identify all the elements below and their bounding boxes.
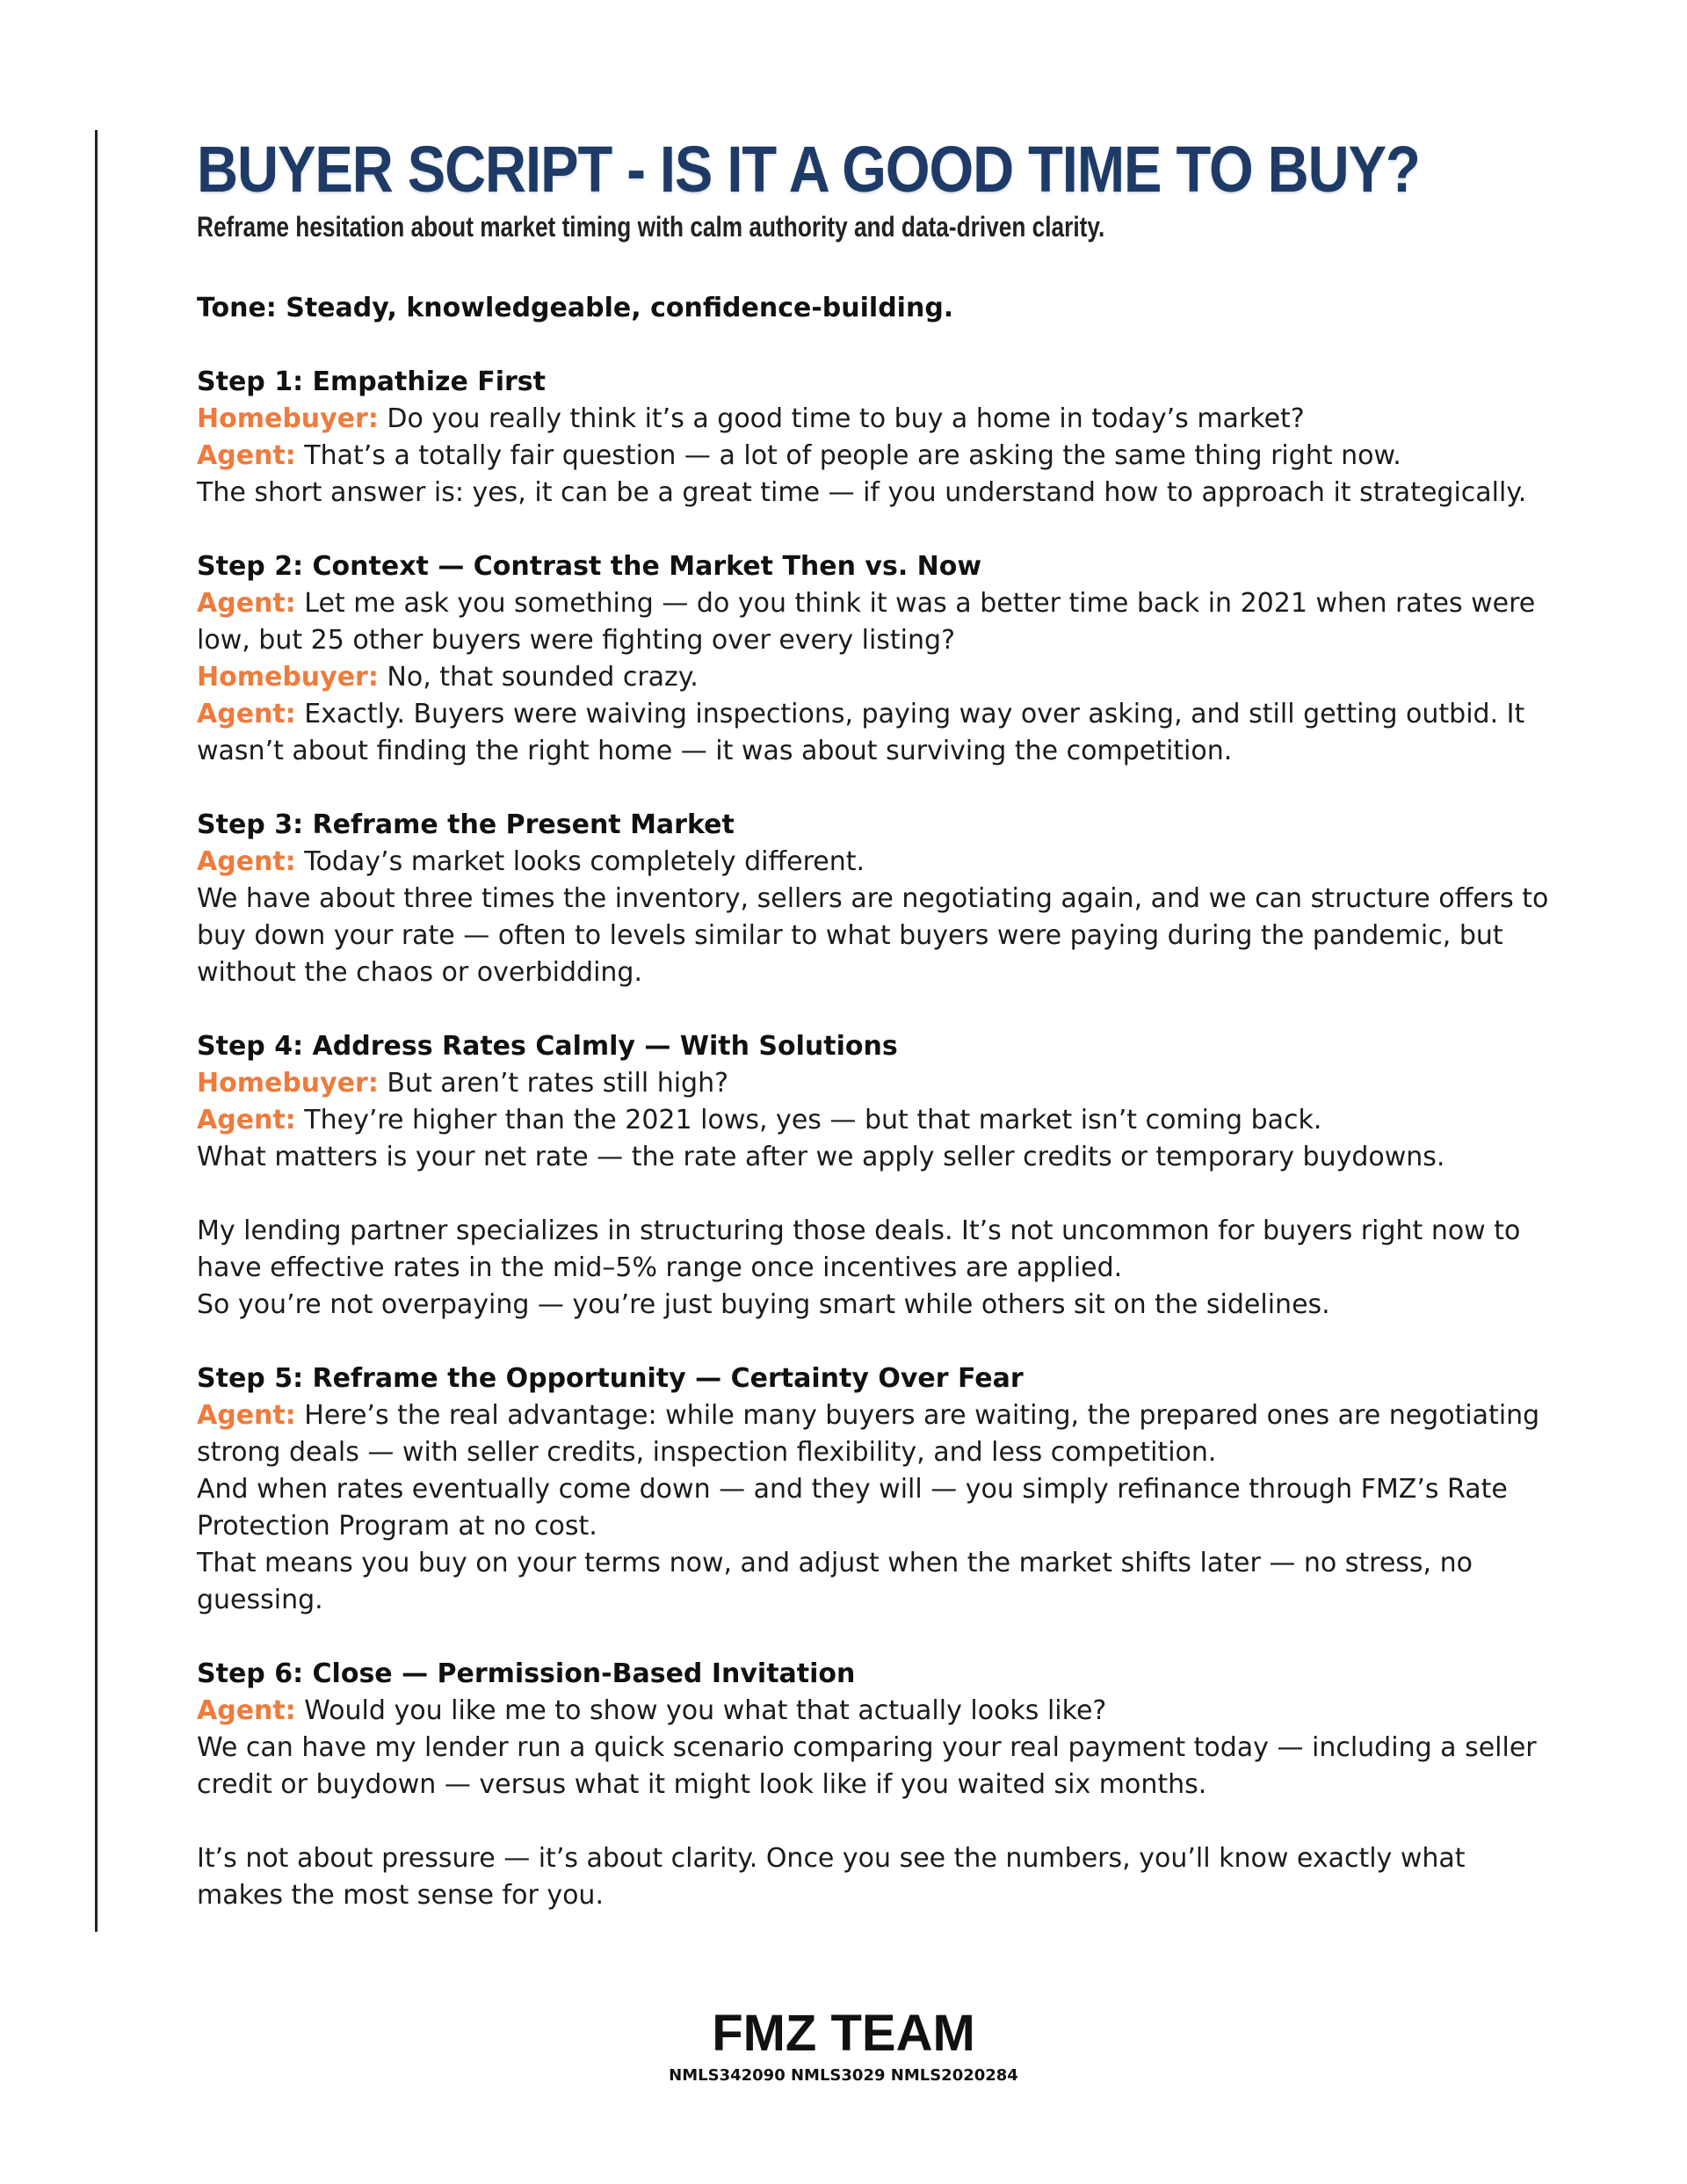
dialogue-text: They’re higher than the 2021 lows, yes — but that market isn’t coming back. — [304, 1105, 1322, 1136]
script-content — [197, 132, 1550, 1914]
tone-statement: Tone: Steady, knowledgeable, confidence-building. — [197, 293, 954, 323]
license-numbers: NMLS342090 NMLS3029 NMLS2020284 — [669, 2066, 1018, 2085]
speaker-agent: Agent: — [197, 588, 296, 619]
dialogue-line — [197, 585, 1550, 659]
speaker-homebuyer: Homebuyer: — [197, 403, 379, 434]
dialogue-line — [197, 844, 1550, 881]
dialogue-line — [197, 1693, 1550, 1730]
step-6 — [197, 1656, 1550, 1914]
body-text: We can have my lender run a quick scenario comparing your real payment today — including a seller credit or buydown — versus what it might look like if you waited six months. — [197, 1732, 1537, 1800]
step-1 — [197, 364, 1550, 512]
dialogue-line — [197, 401, 1550, 438]
brand-logo-text: FMZ TEAM — [712, 2005, 975, 2062]
page-subtitle: Reframe hesitation about market timing with calm authority and data-driven clarity. — [197, 211, 1105, 243]
dialogue-line — [197, 1102, 1550, 1139]
paragraph-gap — [197, 1176, 1550, 1213]
body-text: So you’re not overpaying — you’re just buying smart while others sit on the sidelines. — [197, 1289, 1330, 1320]
speaker-agent: Agent: — [197, 846, 296, 877]
speaker-agent: Agent: — [197, 440, 296, 471]
step-title: Step 4: Address Rates Calmly — With Solutions — [197, 1031, 898, 1062]
step-2 — [197, 548, 1550, 770]
step-4 — [197, 1028, 1550, 1324]
dialogue-line — [197, 659, 1550, 696]
step-title: Step 1: Empathize First — [197, 366, 547, 397]
body-text: And when rates eventually come down — and they will — you simply refinance through FMZ’s Rate Protection Program at no cost. — [197, 1474, 1508, 1542]
speaker-agent: Agent: — [197, 1105, 296, 1136]
speaker-agent: Agent: — [197, 699, 296, 729]
step-title: Step 2: Context — Contrast the Market Then vs. Now — [197, 551, 982, 582]
dialogue-line — [197, 1397, 1550, 1471]
body-text: What matters is your net rate — the rate after we apply seller credits or temporary buydowns. — [197, 1142, 1445, 1172]
dialogue-text: That’s a totally fair question — a lot of people are asking the same thing right now. — [304, 440, 1401, 471]
dialogue-text: Do you really think it’s a good time to buy a home in today’s market? — [387, 403, 1305, 434]
step-5 — [197, 1360, 1550, 1619]
step-title: Step 5: Reframe the Opportunity — Certainty Over Fear — [197, 1363, 1024, 1394]
step-title: Step 3: Reframe the Present Market — [197, 809, 735, 840]
speaker-homebuyer: Homebuyer: — [197, 662, 379, 693]
dialogue-text: No, that sounded crazy. — [387, 662, 699, 693]
dialogue-line — [197, 696, 1550, 770]
dialogue-text: Would you like me to show you what that actually looks like? — [304, 1695, 1107, 1726]
dialogue-text: But aren’t rates still high? — [387, 1068, 729, 1099]
dialogue-text: Exactly. Buyers were waiving inspections, paying way over asking, and still getting outbid. It wasn’t about finding the right home — it was about surviving the competition. — [197, 699, 1525, 766]
body-text: We have about three times the inventory, sellers are negotiating again, and we can structure offers to buy down your rate — often to levels similar to what buyers were paying during the pandemic, but without the chaos or overbidding. — [197, 883, 1549, 988]
dialogue-text: Today’s market looks completely different. — [304, 846, 865, 877]
step-title: Step 6: Close — Permission-Based Invitation — [197, 1658, 856, 1689]
page-title: BUYER SCRIPT - IS IT A GOOD TIME TO BUY? — [197, 133, 1420, 206]
dialogue-line — [197, 438, 1550, 475]
speaker-agent: Agent: — [197, 1695, 296, 1726]
body-text: My lending partner specializes in structuring those deals. It’s not uncommon for buyers right now to have effective rates in the mid–5% range once incentives are applied. — [197, 1215, 1521, 1283]
paragraph-gap — [197, 1803, 1550, 1840]
body-text: The short answer is: yes, it can be a great time — if you understand how to approach it strategically. — [197, 477, 1527, 508]
step-3 — [197, 807, 1550, 991]
left-vertical-rule — [95, 130, 98, 1932]
body-text: It’s not about pressure — it’s about clarity. Once you see the numbers, you’ll know exactly what makes the most sense for you. — [197, 1843, 1466, 1911]
dialogue-text: Here’s the real advantage: while many buyers are waiting, the prepared ones are negotiating strong deals — with seller credits, inspection flexibility, and less competition. — [197, 1400, 1540, 1468]
speaker-agent: Agent: — [197, 1400, 296, 1431]
dialogue-line — [197, 1065, 1550, 1102]
speaker-homebuyer: Homebuyer: — [197, 1068, 379, 1099]
body-text: That means you buy on your terms now, and adjust when the market shifts later — no stress, no guessing. — [197, 1548, 1473, 1615]
dialogue-text: Let me ask you something — do you think it was a better time back in 2021 when rates were low, but 25 other buyers were fighting over every listing? — [197, 588, 1536, 656]
footer — [0, 2006, 1687, 2086]
